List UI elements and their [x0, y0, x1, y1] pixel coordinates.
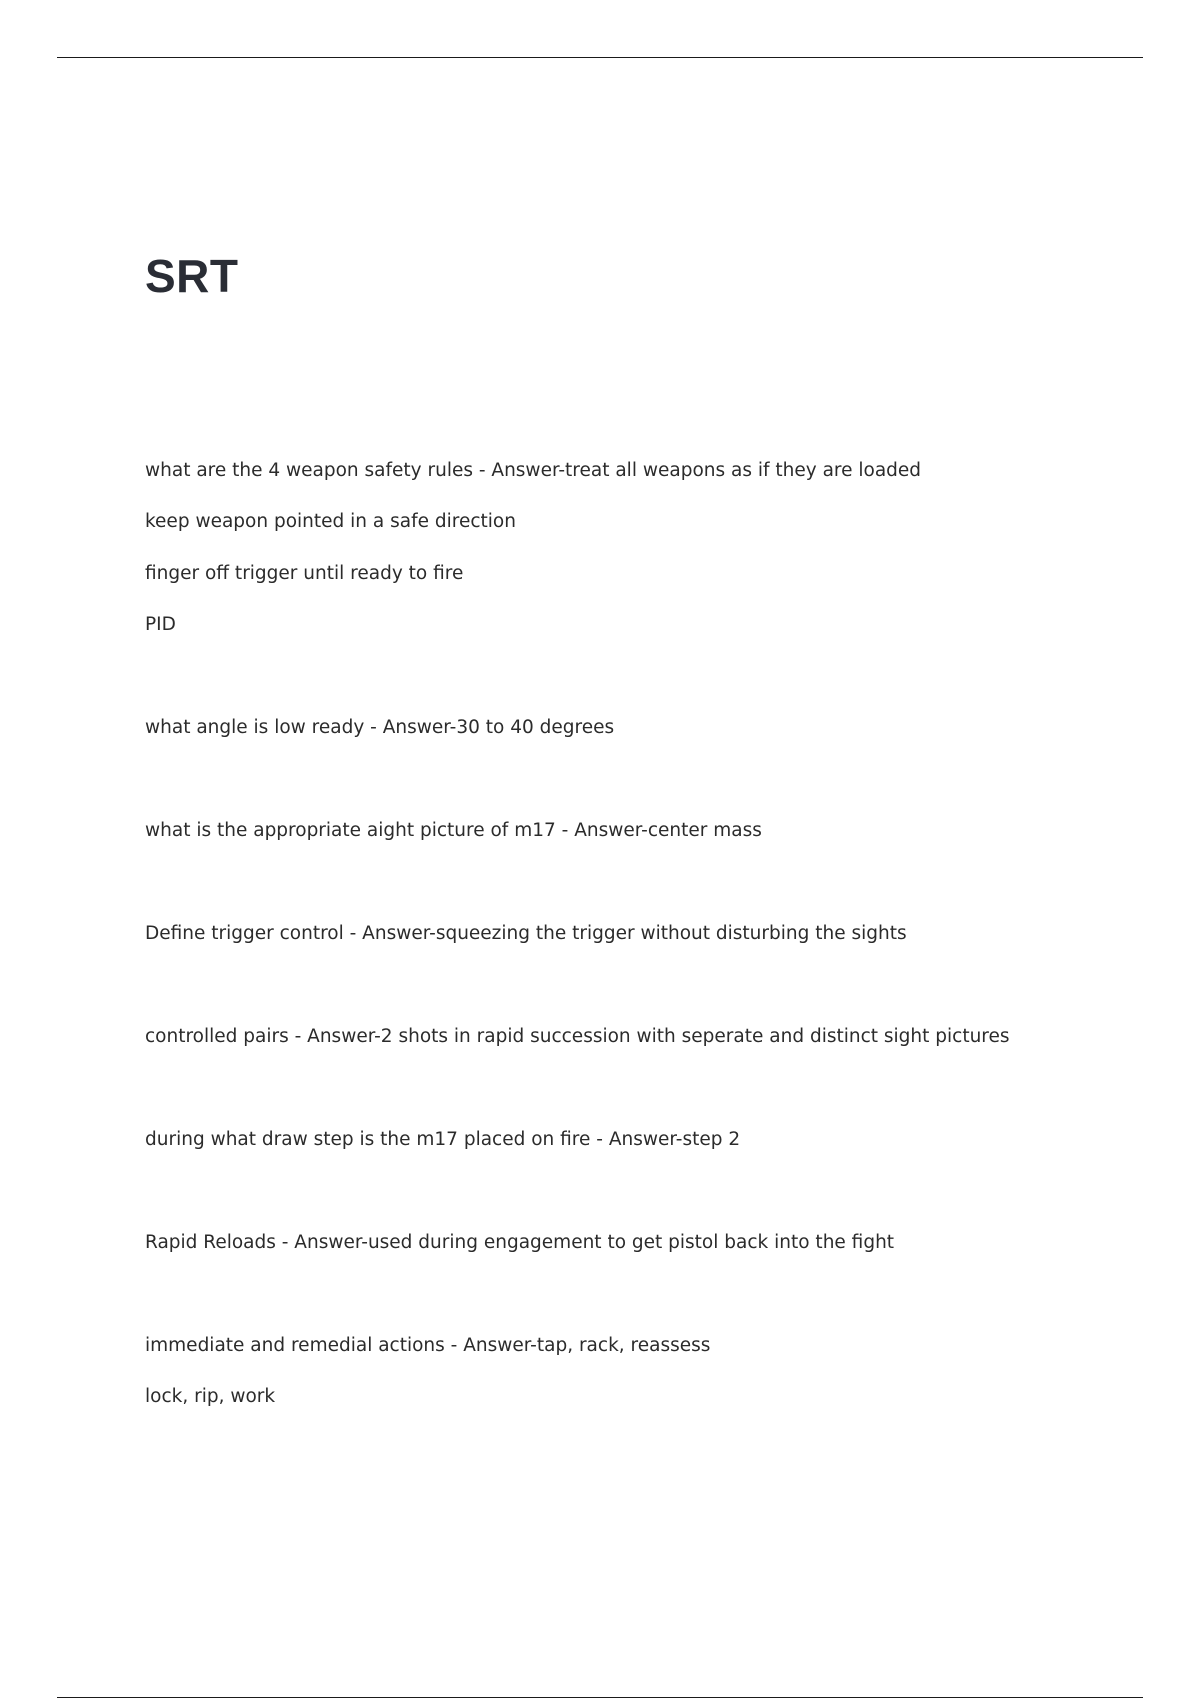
qa-line: immediate and remedial actions - Answer-tap, rack, reassess — [145, 1335, 711, 1356]
qa-line: what angle is low ready - Answer-30 to 40 degrees — [145, 717, 615, 738]
qa-line: what is the appropriate aight picture of m17 - Answer-center mass — [145, 820, 762, 841]
qa-line: Rapid Reloads - Answer-used during engagement to get pistol back into the fight — [145, 1232, 895, 1253]
header-rule — [57, 57, 1143, 58]
page-title: SRT — [145, 250, 239, 302]
qa-line: what are the 4 weapon safety rules - Answer-treat all weapons as if they are loaded — [145, 460, 922, 481]
qa-line: lock, rip, work — [145, 1386, 276, 1407]
qa-line: PID — [145, 614, 176, 635]
qa-line: finger off trigger until ready to fire — [145, 563, 464, 584]
qa-line: keep weapon pointed in a safe direction — [145, 511, 516, 532]
qa-line: during what draw step is the m17 placed on fire - Answer-step 2 — [145, 1129, 741, 1150]
qa-line: Define trigger control - Answer-squeezing the trigger without disturbing the sights — [145, 923, 907, 944]
qa-line: controlled pairs - Answer-2 shots in rapid succession with seperate and distinct sight pictures — [145, 1026, 1010, 1047]
footer-rule — [57, 1697, 1143, 1698]
